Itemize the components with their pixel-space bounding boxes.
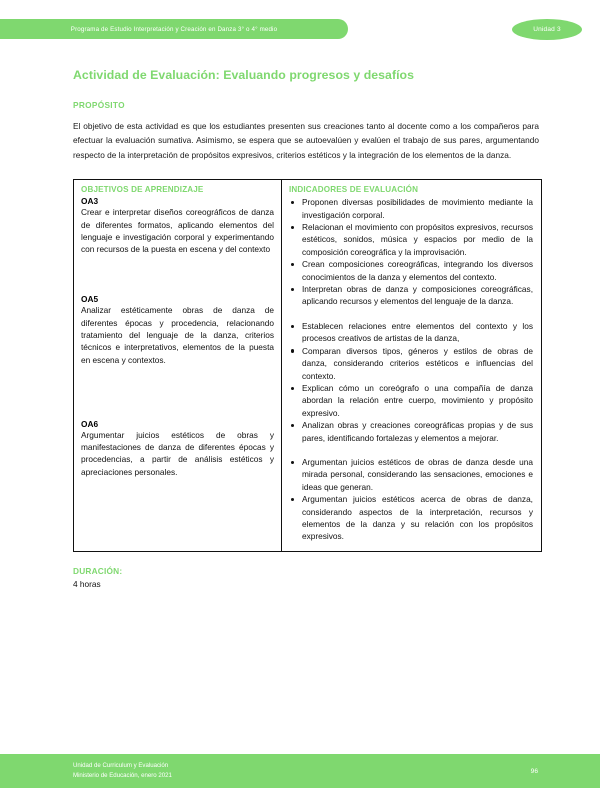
footer-band bbox=[0, 754, 600, 788]
list-item: Crean composiciones coreográficas, integrando los diversos conocimientos de la danza y elementos del contexto. bbox=[289, 258, 533, 283]
unit-badge-label: Unidad 3 bbox=[533, 26, 561, 33]
objective-code: OA5 bbox=[81, 294, 99, 305]
list-item: Proponen diversas posibilidades de movimiento mediante la investigación corporal. bbox=[289, 196, 533, 221]
objective-text: Analizar estéticamente obras de danza de diferentes épocas y procedencia, relacionando tratamiento del lenguaje de la danza, criterios técnicos e interpretativos, elementos de la puesta en escena y contextos. bbox=[81, 305, 274, 365]
page-title: Actividad de Evaluación: Evaluando progresos y desafíos bbox=[73, 68, 415, 82]
indicator-list bbox=[289, 320, 533, 444]
objective-code: OA6 bbox=[81, 418, 99, 429]
column-header-objectives: OBJETIVOS DE APRENDIZAJE bbox=[81, 185, 204, 195]
indicators-column bbox=[282, 180, 542, 552]
duration-colon: : bbox=[119, 565, 123, 576]
objective-block-oa6 bbox=[81, 419, 274, 478]
objective-text: Crear e interpretar diseños coreográficos de danza de diferentes formatos, aplicando elementos del lenguaje e investigación corporal y experimentando con recursos de la puesta en escena y del contexto bbox=[81, 207, 274, 255]
purpose-label: PROPÓSITO bbox=[73, 100, 125, 110]
objective-text: Argumentar juicios estéticos de obras y manifestaciones de danza de diferentes épocas y procedencias, a partir de análisis estéticos y apreciaciones personales. bbox=[81, 429, 274, 477]
footer-text bbox=[73, 761, 172, 780]
indicator-group-oa3 bbox=[289, 196, 533, 308]
column-header-indicators: INDICADORES DE EVALUACIÓN bbox=[289, 185, 419, 195]
list-item: Argumentan juicios estéticos acerca de obras de danza, considerando aspectos de la interpretación, recursos y elementos de la danza y su relación con los propósitos expresivos. bbox=[289, 493, 533, 543]
objective-code: OA3 bbox=[81, 196, 99, 207]
indicator-group-oa6 bbox=[289, 456, 533, 543]
objectives-indicators-table bbox=[73, 179, 542, 552]
list-item: Argumentan juicios estéticos de obras de danza desde una mirada personal, considerando las sensaciones, emociones e ideas que generan. bbox=[289, 456, 533, 493]
list-item: Establecen relaciones entre elementos del contexto y los procesos creativos de artistas de la danza, bbox=[289, 320, 533, 345]
list-item: Relacionan el movimiento con propósitos expresivos, recursos estéticos, sonidos, música y espacios por medio de la composición coreográfica y la improvisación. bbox=[289, 221, 533, 258]
footer-line-2: Ministerio de Educación, enero 2021 bbox=[73, 772, 172, 779]
objective-block-oa5 bbox=[81, 294, 274, 365]
header-band-text: Programa de Estudio Interpretación y Creación en Danza 3° o 4° medio bbox=[70, 25, 278, 33]
footer-line-1: Unidad de Curriculum y Evaluación bbox=[73, 762, 169, 770]
duration-label bbox=[73, 566, 539, 576]
list-item: Comparan diversos tipos, géneros y estilos de obras de danza, considerando criterios estéticos e influencias del contexto. bbox=[289, 345, 533, 382]
indicator-list bbox=[289, 196, 533, 308]
indicator-group-oa5 bbox=[289, 320, 533, 444]
indicator-list bbox=[289, 456, 533, 543]
list-item: Explican cómo un coreógrafo o una compañía de danza abordan la relación entre cuerpo, movimiento y propósito expresivo. bbox=[289, 382, 533, 419]
duration-label-text: DURACIÓN bbox=[73, 565, 120, 576]
objectives-column bbox=[74, 180, 282, 552]
page-number: 96 bbox=[530, 767, 538, 775]
list-item: Analizan obras y creaciones coreográficas propias y de sus pares, identificando fortalezas y elementos a mejorar. bbox=[289, 419, 533, 444]
duration-value: 4 horas bbox=[73, 578, 101, 589]
list-item: Interpretan obras de danza y composiciones coreográficas, aplicando recursos y elementos del lenguaje de la danza. bbox=[289, 283, 533, 308]
table-row bbox=[74, 180, 542, 552]
objective-block-oa3 bbox=[81, 196, 274, 255]
purpose-text: El objetivo de esta actividad es que los estudiantes presenten sus creaciones tanto al docente como a los compañeros para efectuar la evaluación sumativa. Asimismo, se espera que se autoevalúen y evalúen el trabajo de sus pares, argumentando respecto de la interpretación de propósitos expresivos, criterios estéticos y la integración de los elementos de la danza. bbox=[73, 121, 539, 160]
document-content bbox=[70, 0, 539, 589]
